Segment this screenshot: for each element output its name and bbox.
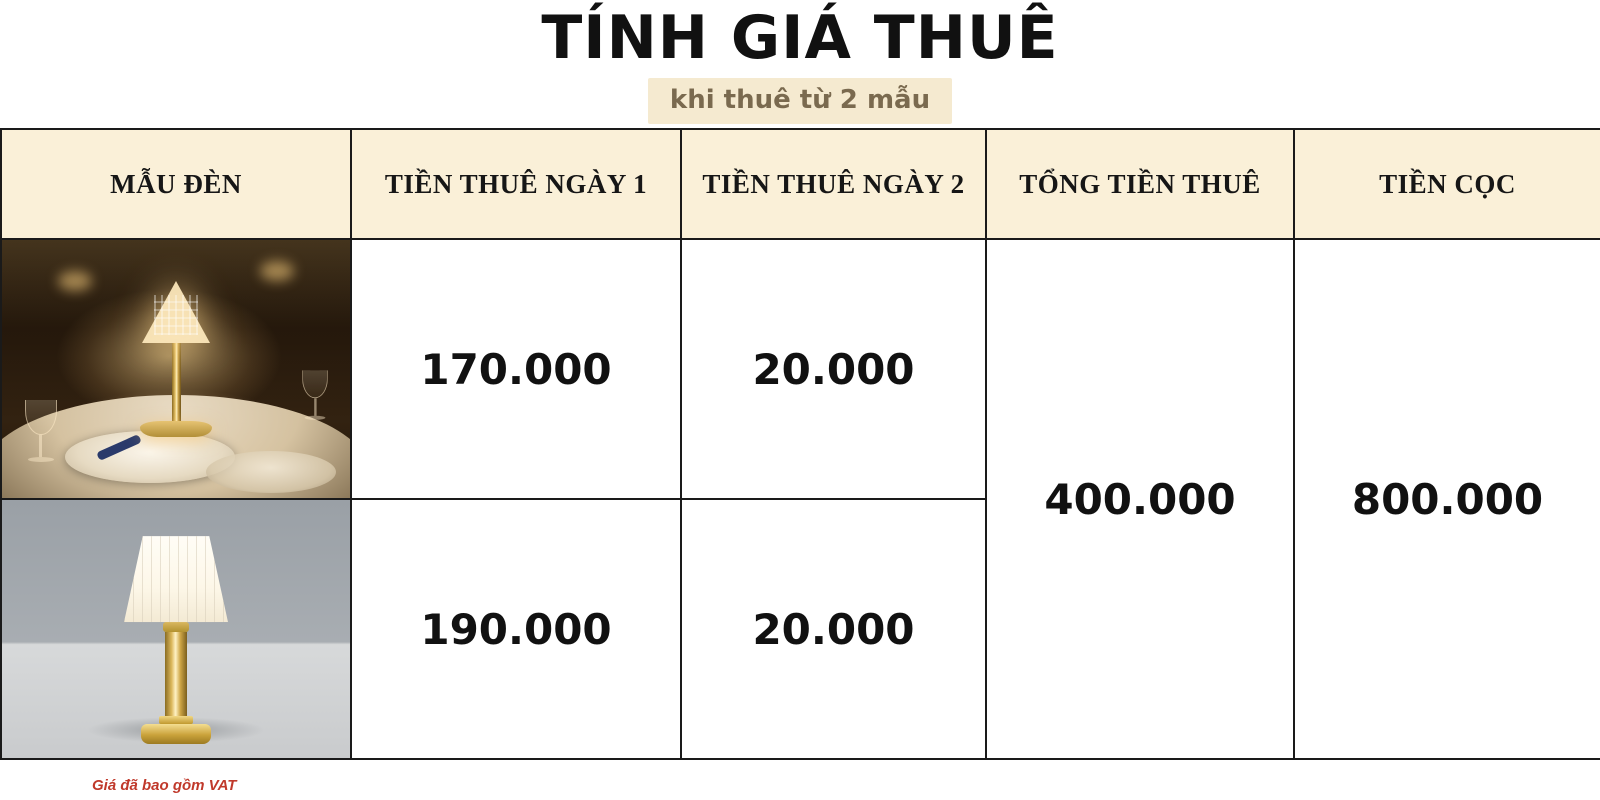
- table-row: [1, 239, 1600, 499]
- day2-amount-row1: 20.000: [681, 239, 986, 499]
- rental-price-table: [0, 128, 1600, 760]
- lamp-shade: [124, 536, 228, 622]
- lamp-base: [141, 724, 211, 744]
- lamp-stem: [165, 632, 187, 716]
- bokeh-light-1: [58, 271, 92, 291]
- side-plate: [206, 451, 336, 493]
- column-header-day2: TIỀN THUÊ NGÀY 2: [681, 129, 986, 239]
- total-amount: 400.000: [986, 239, 1294, 759]
- lamp-neck: [163, 622, 189, 632]
- vat-footnote: Giá đã bao gồm VAT: [92, 777, 237, 794]
- table-body: [1, 239, 1600, 759]
- page-subtitle: khi thuê từ 2 mẫu: [648, 78, 952, 124]
- table-header-row: [1, 129, 1600, 239]
- lamp-white-shade-photo: [2, 500, 350, 758]
- column-header-deposit: TIỀN CỌC: [1294, 129, 1600, 239]
- bokeh-light-2: [260, 261, 294, 281]
- deposit-amount: 800.000: [1294, 239, 1600, 759]
- lamp-shade: [142, 281, 210, 343]
- column-header-day1: TIỀN THUÊ NGÀY 1: [351, 129, 681, 239]
- table-header: [1, 129, 1600, 239]
- day1-amount-row1: 170.000: [351, 239, 681, 499]
- day2-amount-row2: 20.000: [681, 499, 986, 759]
- subtitle-wrapper: [0, 78, 1600, 124]
- day1-amount-row2: 190.000: [351, 499, 681, 759]
- table-lamp-crystal: [116, 281, 236, 437]
- lamp-stem: [172, 343, 181, 421]
- table-lamp-white: [106, 536, 246, 744]
- column-header-model: MẪU ĐÈN: [1, 129, 351, 239]
- header: [0, 0, 1600, 128]
- column-header-total: TỔNG TIỀN THUÊ: [986, 129, 1294, 239]
- wine-glass-right: [300, 370, 329, 420]
- wine-glass-left: [23, 400, 59, 462]
- lamp-ring: [159, 716, 193, 724]
- lamp-photo-cell-1: [1, 239, 351, 499]
- lamp-crystal-photo: [2, 240, 350, 498]
- page-title: TÍNH GIÁ THUÊ: [541, 3, 1059, 73]
- lamp-base: [140, 421, 212, 437]
- lamp-photo-cell-2: [1, 499, 351, 759]
